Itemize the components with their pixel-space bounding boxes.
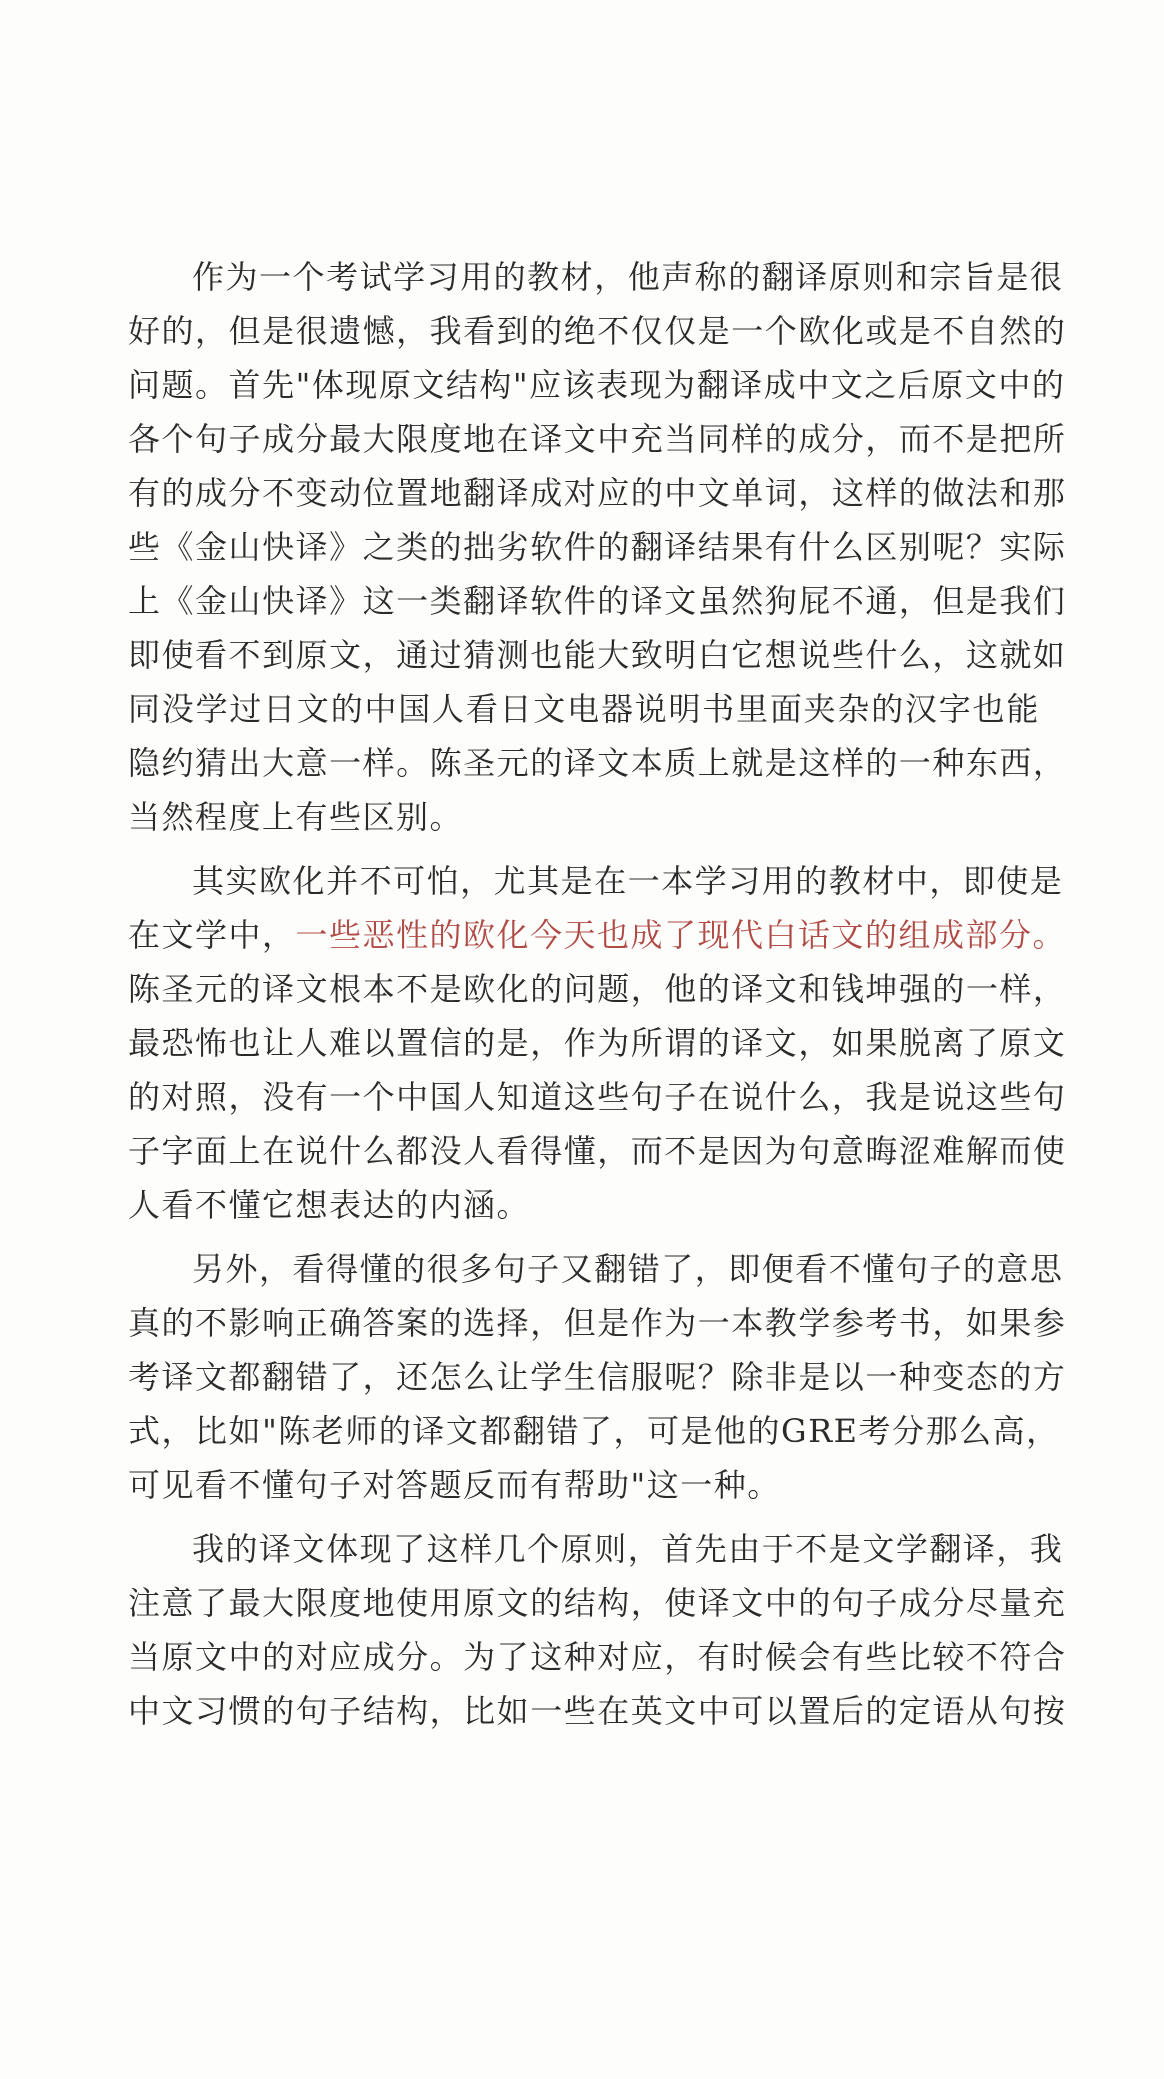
text-line: 注 意 了 最 大 限 度 地 使 用 原 文 的 结 构 ， 使 译 文 中 的 句 子 成 分 尽 量 充 bbox=[128, 1584, 1067, 1622]
paragraph-3 bbox=[128, 1242, 1067, 1512]
text-line: 陈 圣 元 的 译 文 根 本 不 是 欧 化 的 问 题 ， 他 的 译 文 和 钱 坤 强 的 一 样 ， bbox=[128, 970, 1067, 1008]
text-line: 各 个 句 子 成 分 最 大 限 度 地 在 译 文 中 充 当 同 样 的 成 分 ， 而 不 是 把 所 bbox=[128, 420, 1067, 458]
text-line: 问 题 。 首 先 " 体 现 原 文 结 构 " 应 该 表 现 为 翻 译 成 中 文 之 后 原 文 中 的 bbox=[128, 366, 1066, 404]
text-line: 式 ， 比 如 " 陈 老 师 的 译 文 都 翻 错 了 ， 可 是 他 的 G R E 考 分 那 么 高 ， bbox=[128, 1412, 1060, 1450]
text-line: 上 《 金 山 快 译 》 这 一 类 翻 译 软 件 的 译 文 虽 然 狗 屁 不 通 ， 但 是 我 们 bbox=[128, 582, 1067, 620]
text-line: 其 实 欧 化 并 不 可 怕 ， 尤 其 是 在 一 本 学 习 用 的 教 材 中 ， 即 使 是 bbox=[192, 862, 1064, 900]
text-line: 作 为 一 个 考 试 学 习 用 的 教 材 ， 他 声 称 的 翻 译 原 则 和 宗 旨 是 很 bbox=[192, 258, 1064, 296]
text-line: 当然程度上有些区别。 bbox=[128, 798, 464, 836]
text-line: 中 文 习 惯 的 句 子 结 构 ， 比 如 一 些 在 英 文 中 可 以 置 后 的 定 语 从 句 按 bbox=[128, 1692, 1067, 1730]
text-line: 有 的 成 分 不 变 动 位 置 地 翻 译 成 对 应 的 中 文 单 词 ， 这 样 的 做 法 和 那 bbox=[128, 474, 1067, 512]
text-line: 真 的 不 影 响 正 确 答 案 的 选 择 ， 但 是 作 为 一 本 教 学 参 考 书 ， 如 果 参 bbox=[128, 1304, 1067, 1342]
text-line: 好 的 ， 但 是 很 遗 憾 ， 我 看 到 的 绝 不 仅 仅 是 一 个 欧 化 或 是 不 自 然 的 bbox=[128, 312, 1067, 350]
text-line: 的 对 照 ， 没 有 一 个 中 国 人 知 道 这 些 句 子 在 说 什 么 ， 我 是 说 这 些 句 bbox=[128, 1078, 1067, 1116]
body-text bbox=[128, 250, 1067, 1738]
text-line: 同 没 学 过 日 文 的 中 国 人 看 日 文 电 器 说 明 书 里 面 夹 杂 的 汉 字 也 能 bbox=[128, 690, 1040, 728]
highlighted-text: 一些恶性的欧化今天也成了现代白话文的组成部分。 bbox=[295, 916, 1067, 954]
text-line: 最 恐 怖 也 让 人 难 以 置 信 的 是 ， 作 为 所 谓 的 译 文 ， 如 果 脱 离 了 原 文 bbox=[128, 1024, 1067, 1062]
text-line: 些 《 金 山 快 译 》 之 类 的 拙 劣 软 件 的 翻 译 结 果 有 什 么 区 别 呢 ？ 实 际 bbox=[128, 528, 1067, 566]
text-line: 子 字 面 上 在 说 什 么 都 没 人 看 得 懂 ， 而 不 是 因 为 句 意 晦 涩 难 解 而 使 bbox=[128, 1132, 1067, 1170]
text-line: 可见看不懂句子对答题反而有帮助"这一种。 bbox=[128, 1466, 781, 1504]
text-line: 人看不懂它想表达的内涵。 bbox=[128, 1186, 531, 1224]
text-segment: 在文学中， bbox=[128, 916, 296, 954]
text-line: 另 外 ， 看 得 懂 的 很 多 句 子 又 翻 错 了 ， 即 便 看 不 懂 句 子 的 意 思 bbox=[192, 1250, 1064, 1288]
text-line: 我 的 译 文 体 现 了 这 样 几 个 原 则 ， 首 先 由 于 不 是 文 学 翻 译 ， 我 bbox=[192, 1530, 1064, 1568]
text-line-with-highlight bbox=[128, 908, 1067, 962]
text-line: 考 译 文 都 翻 错 了 ， 还 怎 么 让 学 生 信 服 呢 ？ 除 非 是 以 一 种 变 态 的 方 bbox=[128, 1358, 1067, 1396]
paragraph-1 bbox=[128, 250, 1067, 844]
paragraph-4 bbox=[128, 1522, 1067, 1738]
text-line: 当 原 文 中 的 对 应 成 分 。 为 了 这 种 对 应 ， 有 时 候 会 有 些 比 较 不 符 合 bbox=[128, 1638, 1067, 1676]
text-line: 即 使 看 不 到 原 文 ， 通 过 猜 测 也 能 大 致 明 白 它 想 说 些 什 么 ， 这 就 如 bbox=[128, 636, 1067, 674]
text-line: 隐 约 猜 出 大 意 一 样 。 陈 圣 元 的 译 文 本 质 上 就 是 这 样 的 一 种 东 西 ， bbox=[128, 744, 1067, 782]
paragraph-2 bbox=[128, 854, 1067, 1232]
